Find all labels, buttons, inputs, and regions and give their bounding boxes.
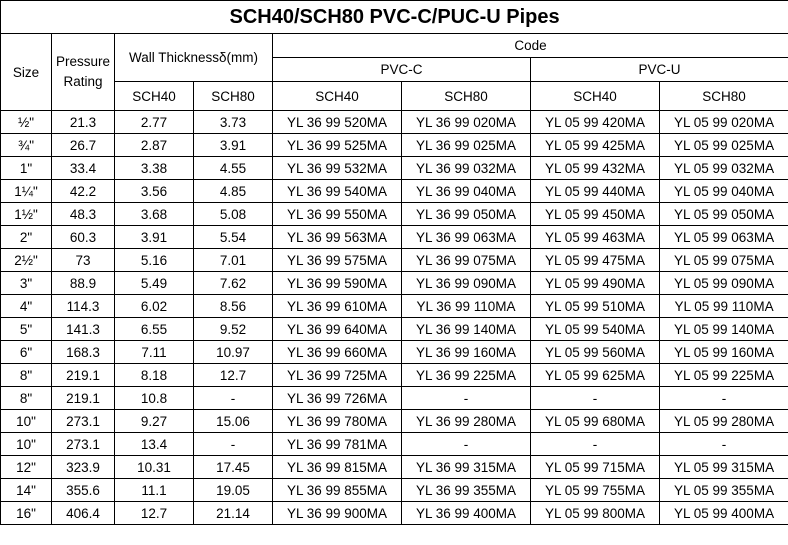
pvc-u-sch40-code-cell: YL 05 99 490MA bbox=[531, 272, 660, 295]
pvc-c-sch40-code-cell: YL 36 99 900MA bbox=[273, 502, 402, 525]
pvc-c-sch80-code-cell: YL 36 99 075MA bbox=[402, 249, 531, 272]
pressure-header-line2: Rating bbox=[63, 74, 103, 89]
pvc-c-sch40-code-cell: YL 36 99 575MA bbox=[273, 249, 402, 272]
pressure-cell: 168.3 bbox=[52, 341, 115, 364]
size-cell: ½" bbox=[1, 111, 52, 134]
pvc-u-sch40-code-cell: YL 05 99 715MA bbox=[531, 456, 660, 479]
pressure-cell: 219.1 bbox=[52, 387, 115, 410]
pvc-u-sch40-code-cell: YL 05 99 475MA bbox=[531, 249, 660, 272]
table-row bbox=[1, 502, 788, 525]
pvc-u-sch80-code-cell: YL 05 99 355MA bbox=[660, 479, 788, 502]
wall-sch80-cell: 5.54 bbox=[194, 226, 273, 249]
pvc-u-sch80-code-cell: YL 05 99 280MA bbox=[660, 410, 788, 433]
wall-sch40-cell: 5.16 bbox=[115, 249, 194, 272]
pvc-c-sch40-code-cell: YL 36 99 532MA bbox=[273, 157, 402, 180]
pvc-c-sch40-code-cell: YL 36 99 815MA bbox=[273, 456, 402, 479]
wall-sch80-header: SCH80 bbox=[194, 82, 273, 111]
pressure-cell: 73 bbox=[52, 249, 115, 272]
pvc-c-sch80-code-cell: YL 36 99 025MA bbox=[402, 134, 531, 157]
pvc-c-sch80-code-cell: YL 36 99 032MA bbox=[402, 157, 531, 180]
pvc-c-sch40-code-cell: YL 36 99 725MA bbox=[273, 364, 402, 387]
pvc-u-sch80-code-cell: - bbox=[660, 433, 788, 456]
wall-sch80-cell: 7.01 bbox=[194, 249, 273, 272]
wall-sch80-cell: 15.06 bbox=[194, 410, 273, 433]
table-row bbox=[1, 249, 788, 272]
pvc-u-sch80-header: SCH80 bbox=[660, 82, 788, 111]
wall-sch40-cell: 6.02 bbox=[115, 295, 194, 318]
table-row bbox=[1, 157, 788, 180]
pressure-cell: 219.1 bbox=[52, 364, 115, 387]
pvc-u-sch80-code-cell: YL 05 99 090MA bbox=[660, 272, 788, 295]
code-header: Code bbox=[273, 34, 788, 58]
table-row bbox=[1, 180, 788, 203]
pressure-cell: 48.3 bbox=[52, 203, 115, 226]
wall-sch40-cell: 11.1 bbox=[115, 479, 194, 502]
pvc-c-sch80-code-cell: YL 36 99 160MA bbox=[402, 341, 531, 364]
pvc-c-sch80-code-cell: YL 36 99 315MA bbox=[402, 456, 531, 479]
wall-sch80-cell: - bbox=[194, 387, 273, 410]
table-row bbox=[1, 387, 788, 410]
wall-sch80-cell: 9.52 bbox=[194, 318, 273, 341]
wall-sch40-cell: 9.27 bbox=[115, 410, 194, 433]
table-row bbox=[1, 226, 788, 249]
wall-sch80-cell: 21.14 bbox=[194, 502, 273, 525]
wall-sch40-cell: 8.18 bbox=[115, 364, 194, 387]
wall-sch40-cell: 3.68 bbox=[115, 203, 194, 226]
table-row bbox=[1, 410, 788, 433]
pvc-u-sch40-code-cell: YL 05 99 463MA bbox=[531, 226, 660, 249]
pvc-c-sch40-code-cell: YL 36 99 781MA bbox=[273, 433, 402, 456]
wall-sch80-cell: - bbox=[194, 433, 273, 456]
size-cell: 8" bbox=[1, 364, 52, 387]
pvc-u-sch40-code-cell: YL 05 99 440MA bbox=[531, 180, 660, 203]
pvc-c-sch80-code-cell: - bbox=[402, 387, 531, 410]
pvc-c-sch80-code-cell: YL 36 99 280MA bbox=[402, 410, 531, 433]
wall-sch80-cell: 4.85 bbox=[194, 180, 273, 203]
pvc-c-sch40-code-cell: YL 36 99 855MA bbox=[273, 479, 402, 502]
pvc-c-sch80-code-cell: YL 36 99 400MA bbox=[402, 502, 531, 525]
table-row bbox=[1, 479, 788, 502]
wall-sch40-cell: 12.7 bbox=[115, 502, 194, 525]
pressure-cell: 141.3 bbox=[52, 318, 115, 341]
wall-sch40-cell: 10.8 bbox=[115, 387, 194, 410]
pvc-u-sch80-code-cell: YL 05 99 063MA bbox=[660, 226, 788, 249]
wall-sch80-cell: 17.45 bbox=[194, 456, 273, 479]
size-cell: 1½" bbox=[1, 203, 52, 226]
wall-sch40-cell: 7.11 bbox=[115, 341, 194, 364]
size-header: Size bbox=[1, 34, 52, 111]
pvc-c-sch40-code-cell: YL 36 99 550MA bbox=[273, 203, 402, 226]
pvc-u-sch40-code-cell: YL 05 99 432MA bbox=[531, 157, 660, 180]
pvc-c-sch80-code-cell: YL 36 99 063MA bbox=[402, 226, 531, 249]
table-row bbox=[1, 203, 788, 226]
wall-sch80-cell: 3.73 bbox=[194, 111, 273, 134]
pvc-c-sch40-code-cell: YL 36 99 590MA bbox=[273, 272, 402, 295]
pvc-u-sch40-code-cell: YL 05 99 625MA bbox=[531, 364, 660, 387]
pressure-cell: 26.7 bbox=[52, 134, 115, 157]
pvc-c-sch40-code-cell: YL 36 99 660MA bbox=[273, 341, 402, 364]
size-cell: 8" bbox=[1, 387, 52, 410]
pvc-u-sch80-code-cell: YL 05 99 160MA bbox=[660, 341, 788, 364]
pvc-u-sch80-code-cell: YL 05 99 050MA bbox=[660, 203, 788, 226]
wall-sch80-cell: 4.55 bbox=[194, 157, 273, 180]
wall-sch80-cell: 5.08 bbox=[194, 203, 273, 226]
pvc-u-sch40-code-cell: YL 05 99 510MA bbox=[531, 295, 660, 318]
pvc-c-sch80-code-cell: YL 36 99 090MA bbox=[402, 272, 531, 295]
pvc-c-sch40-header: SCH40 bbox=[273, 82, 402, 111]
pressure-cell: 33.4 bbox=[52, 157, 115, 180]
pvc-u-sch80-code-cell: YL 05 99 040MA bbox=[660, 180, 788, 203]
pressure-rating-header bbox=[52, 34, 115, 111]
pvc-c-sch40-code-cell: YL 36 99 563MA bbox=[273, 226, 402, 249]
pvc-u-header: PVC-U bbox=[531, 58, 788, 82]
table-row bbox=[1, 272, 788, 295]
pvc-c-sch80-code-cell: YL 36 99 020MA bbox=[402, 111, 531, 134]
table-row bbox=[1, 364, 788, 387]
pvc-c-sch80-code-cell: - bbox=[402, 433, 531, 456]
pvc-u-sch40-header: SCH40 bbox=[531, 82, 660, 111]
table-row bbox=[1, 134, 788, 157]
size-cell: ¾" bbox=[1, 134, 52, 157]
wall-sch40-cell: 6.55 bbox=[115, 318, 194, 341]
wall-sch80-cell: 3.91 bbox=[194, 134, 273, 157]
table-body bbox=[1, 111, 788, 525]
pvc-u-sch40-code-cell: YL 05 99 755MA bbox=[531, 479, 660, 502]
pressure-cell: 21.3 bbox=[52, 111, 115, 134]
pvc-c-sch80-code-cell: YL 36 99 355MA bbox=[402, 479, 531, 502]
wall-sch40-cell: 3.56 bbox=[115, 180, 194, 203]
pvc-u-sch40-code-cell: YL 05 99 450MA bbox=[531, 203, 660, 226]
table-row bbox=[1, 341, 788, 364]
pvc-u-sch40-code-cell: YL 05 99 680MA bbox=[531, 410, 660, 433]
pressure-header-line1: Pressure bbox=[55, 54, 111, 69]
size-cell: 6" bbox=[1, 341, 52, 364]
pvc-c-sch40-code-cell: YL 36 99 640MA bbox=[273, 318, 402, 341]
table-title: SCH40/SCH80 PVC-C/PUC-U Pipes bbox=[1, 1, 788, 34]
size-cell: 4" bbox=[1, 295, 52, 318]
pvc-c-sch40-code-cell: YL 36 99 540MA bbox=[273, 180, 402, 203]
table-row bbox=[1, 318, 788, 341]
pvc-c-sch80-code-cell: YL 36 99 110MA bbox=[402, 295, 531, 318]
pvc-u-sch80-code-cell: YL 05 99 225MA bbox=[660, 364, 788, 387]
pressure-cell: 323.9 bbox=[52, 456, 115, 479]
pvc-u-sch80-code-cell: YL 05 99 032MA bbox=[660, 157, 788, 180]
pvc-u-sch40-code-cell: YL 05 99 540MA bbox=[531, 318, 660, 341]
wall-sch40-cell: 3.91 bbox=[115, 226, 194, 249]
pvc-u-sch80-code-cell: YL 05 99 075MA bbox=[660, 249, 788, 272]
pvc-u-sch40-code-cell: YL 05 99 420MA bbox=[531, 111, 660, 134]
pressure-cell: 273.1 bbox=[52, 410, 115, 433]
pvc-u-sch80-code-cell: YL 05 99 110MA bbox=[660, 295, 788, 318]
size-cell: 14" bbox=[1, 479, 52, 502]
table-row bbox=[1, 456, 788, 479]
size-cell: 1" bbox=[1, 157, 52, 180]
pvc-u-sch40-code-cell: YL 05 99 800MA bbox=[531, 502, 660, 525]
pressure-cell: 273.1 bbox=[52, 433, 115, 456]
size-cell: 2" bbox=[1, 226, 52, 249]
wall-sch80-cell: 19.05 bbox=[194, 479, 273, 502]
table-row bbox=[1, 433, 788, 456]
wall-sch80-cell: 12.7 bbox=[194, 364, 273, 387]
pvc-c-sch40-code-cell: YL 36 99 780MA bbox=[273, 410, 402, 433]
wall-sch40-cell: 13.4 bbox=[115, 433, 194, 456]
pvc-c-sch40-code-cell: YL 36 99 726MA bbox=[273, 387, 402, 410]
wall-sch80-cell: 10.97 bbox=[194, 341, 273, 364]
pressure-cell: 406.4 bbox=[52, 502, 115, 525]
wall-sch40-header: SCH40 bbox=[115, 82, 194, 111]
pvc-c-header: PVC-C bbox=[273, 58, 531, 82]
pvc-u-sch40-code-cell: YL 05 99 425MA bbox=[531, 134, 660, 157]
wall-thickness-header: Wall Thicknessδ(mm) bbox=[115, 34, 273, 82]
pressure-cell: 42.2 bbox=[52, 180, 115, 203]
size-cell: 2½" bbox=[1, 249, 52, 272]
size-cell: 1¼" bbox=[1, 180, 52, 203]
pressure-cell: 114.3 bbox=[52, 295, 115, 318]
pressure-cell: 88.9 bbox=[52, 272, 115, 295]
size-cell: 10" bbox=[1, 433, 52, 456]
pvc-u-sch40-code-cell: - bbox=[531, 387, 660, 410]
pvc-u-sch40-code-cell: - bbox=[531, 433, 660, 456]
pvc-c-sch80-code-cell: YL 36 99 040MA bbox=[402, 180, 531, 203]
wall-sch40-cell: 2.87 bbox=[115, 134, 194, 157]
pvc-u-sch80-code-cell: YL 05 99 025MA bbox=[660, 134, 788, 157]
pvc-u-sch80-code-cell: YL 05 99 020MA bbox=[660, 111, 788, 134]
pvc-c-sch80-code-cell: YL 36 99 140MA bbox=[402, 318, 531, 341]
wall-sch40-cell: 5.49 bbox=[115, 272, 194, 295]
pvc-u-sch80-code-cell: - bbox=[660, 387, 788, 410]
pvc-c-sch80-header: SCH80 bbox=[402, 82, 531, 111]
wall-sch40-cell: 3.38 bbox=[115, 157, 194, 180]
wall-sch40-cell: 10.31 bbox=[115, 456, 194, 479]
pvc-c-sch40-code-cell: YL 36 99 525MA bbox=[273, 134, 402, 157]
pvc-u-sch80-code-cell: YL 05 99 400MA bbox=[660, 502, 788, 525]
pressure-cell: 355.6 bbox=[52, 479, 115, 502]
size-cell: 12" bbox=[1, 456, 52, 479]
pvc-u-sch40-code-cell: YL 05 99 560MA bbox=[531, 341, 660, 364]
size-cell: 10" bbox=[1, 410, 52, 433]
table-row bbox=[1, 111, 788, 134]
wall-sch40-cell: 2.77 bbox=[115, 111, 194, 134]
pvc-c-sch40-code-cell: YL 36 99 520MA bbox=[273, 111, 402, 134]
size-cell: 16" bbox=[1, 502, 52, 525]
table-row bbox=[1, 295, 788, 318]
pvc-c-sch80-code-cell: YL 36 99 225MA bbox=[402, 364, 531, 387]
pressure-cell: 60.3 bbox=[52, 226, 115, 249]
wall-sch80-cell: 7.62 bbox=[194, 272, 273, 295]
pvc-c-sch80-code-cell: YL 36 99 050MA bbox=[402, 203, 531, 226]
size-cell: 5" bbox=[1, 318, 52, 341]
pvc-u-sch80-code-cell: YL 05 99 140MA bbox=[660, 318, 788, 341]
wall-sch80-cell: 8.56 bbox=[194, 295, 273, 318]
pvc-u-sch80-code-cell: YL 05 99 315MA bbox=[660, 456, 788, 479]
size-cell: 3" bbox=[1, 272, 52, 295]
pvc-c-sch40-code-cell: YL 36 99 610MA bbox=[273, 295, 402, 318]
